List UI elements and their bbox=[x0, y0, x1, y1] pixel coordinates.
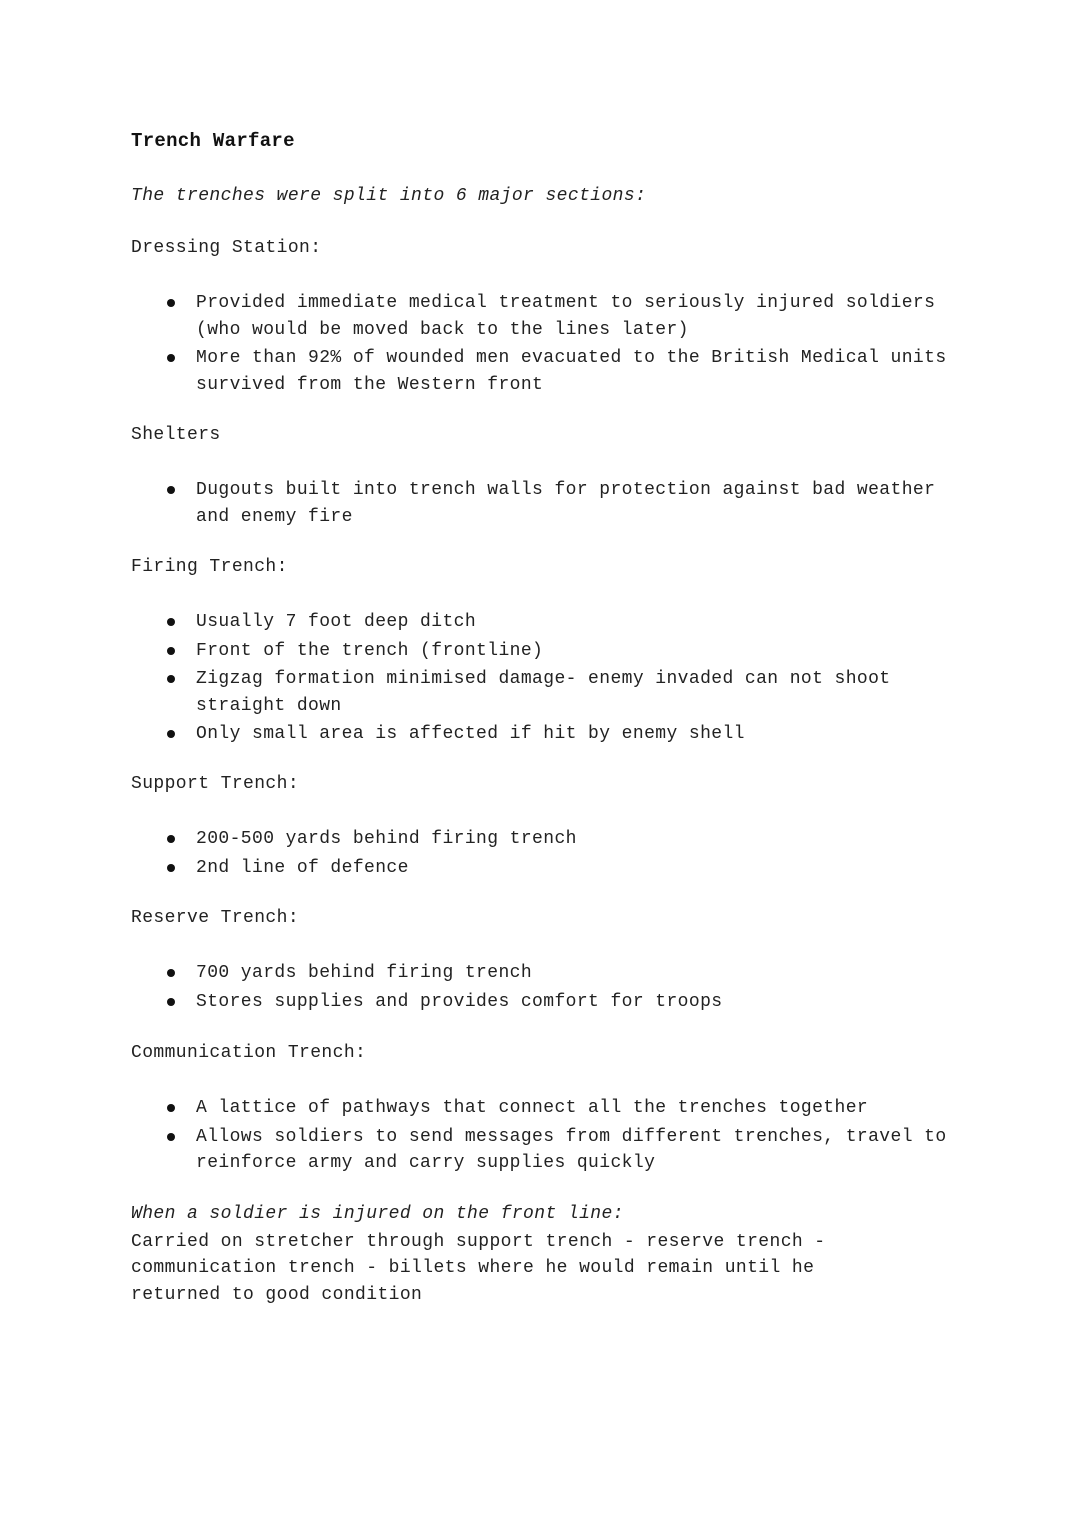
bullet-icon bbox=[167, 864, 175, 872]
injury-body: Carried on stretcher through support trench - reserve trench - communication trench - billets where he would remain until he returned to good condition bbox=[131, 1232, 826, 1305]
list-item: Dugouts built into trench walls for protection against bad weather and enemy fire bbox=[131, 477, 961, 530]
section-heading-support-trench: Support Trench: bbox=[131, 774, 300, 794]
list-item: Provided immediate medical treatment to seriously injured soldiers (who would be moved back to the lines later) bbox=[131, 290, 961, 343]
bullet-list-reserve-trench bbox=[131, 960, 961, 1017]
bullet-icon bbox=[167, 730, 175, 738]
list-item: 200-500 yards behind firing trench bbox=[131, 826, 961, 853]
section-heading-communication-trench: Communication Trench: bbox=[131, 1043, 367, 1063]
section-heading-shelters: Shelters bbox=[131, 425, 221, 445]
list-item: Front of the trench (frontline) bbox=[131, 638, 961, 665]
bullet-icon bbox=[167, 675, 175, 683]
bullet-icon bbox=[167, 835, 175, 843]
bullet-icon bbox=[167, 969, 175, 977]
list-item: 2nd line of defence bbox=[131, 855, 961, 882]
bullet-icon bbox=[167, 299, 175, 307]
bullet-icon bbox=[167, 618, 175, 626]
bullet-list-dressing-station bbox=[131, 290, 961, 400]
section-heading-firing-trench: Firing Trench: bbox=[131, 557, 288, 577]
bullet-list-communication-trench bbox=[131, 1095, 961, 1179]
list-item: Only small area is affected if hit by enemy shell bbox=[131, 721, 961, 748]
injury-heading: When a soldier is injured on the front line: bbox=[131, 1204, 624, 1224]
bullet-icon bbox=[167, 1133, 175, 1141]
list-item: A lattice of pathways that connect all the trenches together bbox=[131, 1095, 961, 1122]
bullet-icon bbox=[167, 1104, 175, 1112]
bullet-icon bbox=[167, 486, 175, 494]
list-item: Allows soldiers to send messages from different trenches, travel to reinforce army and carry supplies quickly bbox=[131, 1124, 961, 1177]
bullet-icon bbox=[167, 998, 175, 1006]
list-item: 700 yards behind firing trench bbox=[131, 960, 961, 987]
bullet-icon bbox=[167, 647, 175, 655]
page-title: Trench Warfare bbox=[131, 130, 295, 152]
section-heading-reserve-trench: Reserve Trench: bbox=[131, 908, 300, 928]
bullet-list-support-trench bbox=[131, 826, 961, 883]
bullet-list-firing-trench bbox=[131, 609, 961, 750]
section-heading-dressing-station: Dressing Station: bbox=[131, 238, 322, 258]
bullet-list-shelters bbox=[131, 477, 961, 532]
intro-text: The trenches were split into 6 major sections: bbox=[131, 186, 647, 206]
list-item: More than 92% of wounded men evacuated to the British Medical units survived from the Western front bbox=[131, 345, 961, 398]
bullet-icon bbox=[167, 354, 175, 362]
list-item: Stores supplies and provides comfort for troops bbox=[131, 989, 961, 1016]
list-item: Usually 7 foot deep ditch bbox=[131, 609, 961, 636]
list-item: Zigzag formation minimised damage- enemy invaded can not shoot straight down bbox=[131, 666, 961, 719]
